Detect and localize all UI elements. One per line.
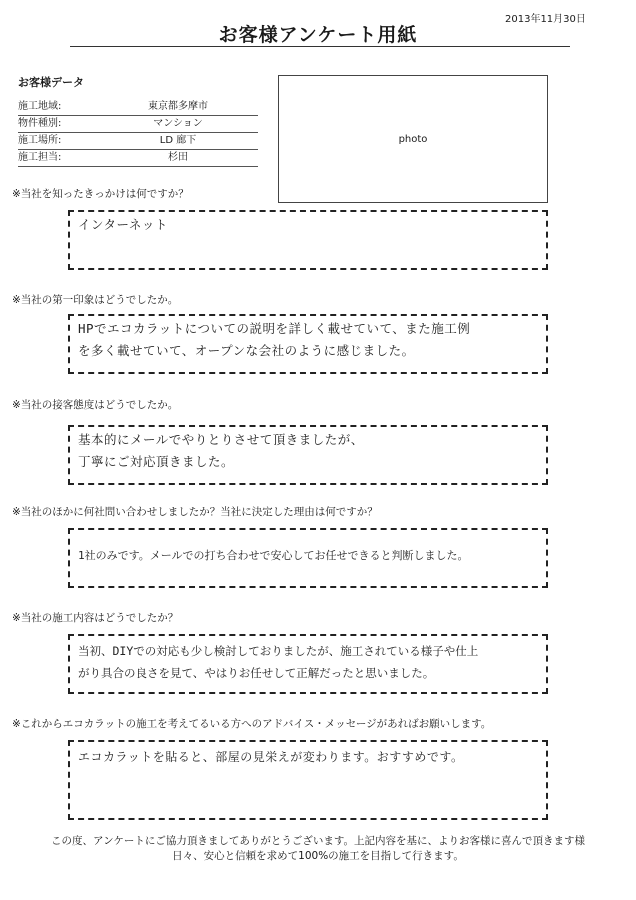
answer-line: 基本的にメールでやりとりさせて頂きましたが、	[78, 432, 364, 447]
answer-line: 丁寧にご対応頂きました。	[78, 454, 235, 469]
answer-3	[78, 429, 548, 473]
answer-5	[78, 640, 548, 684]
customer-data-heading: お客様データ	[18, 76, 84, 89]
question-1: ※当社を知ったきっかけは何ですか？	[12, 188, 189, 200]
footer-line-1: この度、アンケートにご協力頂きましてありがとうございます。上記内容を基に、よりお客様に喜んで頂きます様	[50, 835, 586, 847]
photo-placeholder	[278, 75, 548, 203]
info-row-staff	[18, 150, 258, 167]
answer-line: 当初、DIYでの対応も少し検討しておりましたが、施工されている様子や仕上	[78, 644, 479, 658]
answer-line: がり具合の良さを見て、やはりお任せして正解だったと思いました。	[78, 666, 435, 680]
photo-label: photo	[398, 134, 428, 145]
answer-6	[78, 746, 548, 768]
info-row-area	[18, 99, 258, 116]
footer-line-2: 日々、安心と信頼を求めて100%の施工を目指して行きます。	[172, 850, 464, 862]
answer-4	[78, 545, 548, 567]
page-title: お客様アンケート用紙	[218, 24, 418, 46]
question-4: ※当社のほかに何社問い合わせしましたか？当社に決定した理由は何ですか？	[12, 506, 378, 518]
info-label: 施工場所:	[18, 135, 62, 146]
info-value: LD 廊下	[159, 135, 197, 146]
info-label: 物件種別:	[18, 118, 62, 129]
answer-line: エコカラットを貼ると、部屋の見栄えが変わります。おすすめです。	[78, 750, 464, 764]
info-value: マンション	[153, 118, 203, 129]
info-row-location	[18, 133, 258, 150]
answer-2	[78, 318, 548, 362]
footer-message	[0, 834, 636, 864]
info-row-property-type	[18, 116, 258, 133]
answer-line: インターネット	[78, 217, 168, 232]
survey-date: 2013年11月30日	[505, 14, 586, 25]
question-6: ※これからエコカラットの施工を考えてるいる方へのアドバイス・メッセージがあればお願いします。	[12, 718, 492, 730]
info-value: 東京都多摩市	[148, 101, 208, 112]
question-3: ※当社の接客態度はどうでしたか。	[12, 399, 179, 411]
answer-line: HPでエコカラットについての説明を詳しく載せていて、また施工例	[78, 321, 471, 336]
answer-1	[78, 214, 548, 236]
customer-info-table	[18, 99, 258, 167]
question-2: ※当社の第一印象はどうでしたか。	[12, 294, 179, 306]
question-5: ※当社の施工内容はどうでしたか？	[12, 612, 179, 624]
info-label: 施工担当:	[18, 152, 62, 163]
answer-line: を多く載せていて、オープンな会社のように感じました。	[78, 343, 415, 358]
answer-line: 1社のみです。メールでの打ち合わせで安心してお任せできると判断しました。	[78, 549, 469, 562]
info-label: 施工地域:	[18, 101, 62, 112]
title-underline	[70, 46, 570, 47]
info-value: 杉田	[168, 152, 188, 163]
